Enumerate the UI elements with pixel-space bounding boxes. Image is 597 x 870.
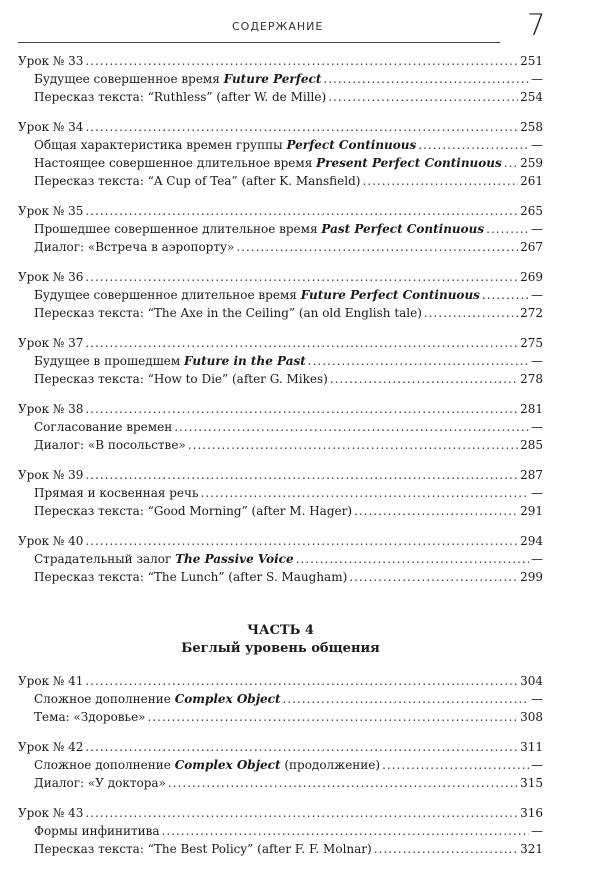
dot-leader xyxy=(201,484,530,502)
grammar-term: The Passive Voice xyxy=(175,552,294,566)
lesson-entry xyxy=(18,334,543,388)
toc-item-text: Будущее в прошедшем xyxy=(34,354,185,368)
toc-item-page: — xyxy=(531,486,543,500)
toc-item-page: — xyxy=(531,138,543,152)
toc-item-label xyxy=(34,756,380,774)
grammar-term: Future Perfect Continuous xyxy=(300,288,480,302)
dot-leader xyxy=(85,334,518,352)
toc-item-label xyxy=(34,70,321,88)
dot-leader xyxy=(283,690,529,708)
toc-item-text: Пересказ текста: “The Lunch” (after S. Maugham) xyxy=(34,570,348,584)
toc-item-row xyxy=(18,70,543,88)
part-number: ЧАСТЬ 4 xyxy=(247,623,314,638)
toc-item-label xyxy=(34,774,166,792)
dot-leader xyxy=(85,738,518,756)
lesson-entry xyxy=(18,532,543,586)
toc-item-label xyxy=(34,436,186,454)
dot-leader xyxy=(504,154,518,172)
toc-item-text: Пересказ текста: “The Axe in the Ceiling” (an old English tale) xyxy=(34,306,422,320)
toc-item-page: — xyxy=(531,692,543,706)
dot-leader xyxy=(85,532,518,550)
toc-item-row xyxy=(18,822,543,840)
grammar-term: Present Perfect Continuous xyxy=(316,156,502,170)
lesson-page: 251 xyxy=(520,54,543,68)
dot-leader xyxy=(85,672,518,690)
lesson-entry xyxy=(18,118,543,190)
lesson-entry xyxy=(18,202,543,256)
dot-leader xyxy=(188,436,518,454)
lesson-page: 265 xyxy=(520,204,543,218)
toc-item-page: 315 xyxy=(520,776,543,790)
lesson-title-row xyxy=(18,738,543,756)
dot-leader xyxy=(85,804,518,822)
lesson-title-row xyxy=(18,466,543,484)
toc-item-label xyxy=(34,568,347,586)
dot-leader xyxy=(349,568,518,586)
toc-item-text: Согласование времен xyxy=(34,420,173,434)
toc-item-row xyxy=(18,756,543,774)
toc-item-page: — xyxy=(531,552,543,566)
dot-leader xyxy=(85,400,518,418)
toc-item-page: — xyxy=(531,288,543,302)
grammar-term: Past Perfect Continuous xyxy=(321,222,485,236)
toc-item-label xyxy=(34,550,294,568)
dot-leader xyxy=(296,550,529,568)
toc-item-label xyxy=(34,136,416,154)
lesson-title-row xyxy=(18,532,543,550)
dot-leader xyxy=(382,756,529,774)
toc-item-row xyxy=(18,172,543,190)
lesson-title: Урок № 40 xyxy=(18,534,84,548)
toc-item-text: Диалог: «В посольстве» xyxy=(34,438,186,452)
dot-leader xyxy=(328,88,518,106)
toc-item-page: 272 xyxy=(520,306,543,320)
lesson-title-row xyxy=(18,400,543,418)
dot-leader xyxy=(174,418,529,436)
toc-item-page: — xyxy=(531,758,543,772)
dot-leader xyxy=(168,774,518,792)
lesson-page: 258 xyxy=(520,120,543,134)
toc-item-page: 321 xyxy=(520,842,543,856)
lesson-title: Урок № 33 xyxy=(18,54,84,68)
toc-item-text: Пересказ текста: “Good Morning” (after M. Hager) xyxy=(34,504,353,518)
toc-item-text: Будущее совершенное длительное время xyxy=(34,288,301,302)
lesson-title: Урок № 37 xyxy=(18,336,84,350)
lesson-title: Урок № 41 xyxy=(18,674,84,688)
grammar-term: Perfect Continuous xyxy=(286,138,417,152)
toc-item-label xyxy=(34,840,372,858)
toc-item-row xyxy=(18,708,543,726)
toc-item-label xyxy=(34,708,146,726)
dot-leader xyxy=(330,370,518,388)
toc-item-label xyxy=(34,370,328,388)
toc-item-row xyxy=(18,436,543,454)
toc-item-text: Сложное дополнение xyxy=(34,692,175,706)
toc-item-text: Пересказ текста: “The Best Policy” (after F. F. Molnar) xyxy=(34,842,372,856)
header-rule xyxy=(18,42,500,43)
dot-leader xyxy=(85,466,518,484)
page-header xyxy=(0,0,597,46)
lesson-entry xyxy=(18,466,543,520)
dot-leader xyxy=(148,708,519,726)
lesson-page: 316 xyxy=(520,806,543,820)
toc-item-page: 285 xyxy=(520,438,543,452)
toc-item-text: Пересказ текста: “How to Die” (after G. Mikes) xyxy=(34,372,328,386)
lesson-group-part-4 xyxy=(18,672,543,858)
lesson-entry xyxy=(18,738,543,792)
grammar-term: Future Perfect xyxy=(223,72,322,86)
lesson-title: Урок № 39 xyxy=(18,468,84,482)
toc-item-label xyxy=(34,352,306,370)
toc-item-label xyxy=(34,172,360,190)
dot-leader xyxy=(323,70,529,88)
toc-item-label xyxy=(34,154,502,172)
toc-item-row xyxy=(18,286,543,304)
toc-item-row xyxy=(18,840,543,858)
dot-leader xyxy=(85,202,518,220)
toc-item-page: 254 xyxy=(520,90,543,104)
lesson-entry xyxy=(18,52,543,106)
dot-leader xyxy=(162,822,530,840)
toc-item-row xyxy=(18,568,543,586)
lesson-title: Урок № 35 xyxy=(18,204,84,218)
dot-leader xyxy=(85,268,518,286)
toc-item-label xyxy=(34,822,160,840)
lesson-title-row xyxy=(18,672,543,690)
table-of-contents xyxy=(18,52,543,870)
toc-item-page: 291 xyxy=(520,504,543,518)
lesson-page: 287 xyxy=(520,468,543,482)
toc-item-page: — xyxy=(531,824,543,838)
toc-item-row xyxy=(18,774,543,792)
dot-leader xyxy=(424,304,518,322)
grammar-term: Complex Object xyxy=(174,758,281,772)
toc-item-page: 267 xyxy=(520,240,543,254)
toc-item-text: Пересказ текста: “A Cup of Tea” (after K. Mansfield) xyxy=(34,174,361,188)
toc-item-label xyxy=(34,304,422,322)
lesson-title: Урок № 38 xyxy=(18,402,84,416)
dot-leader xyxy=(374,840,518,858)
lesson-page: 311 xyxy=(520,740,543,754)
toc-item-text: Прошедшее совершенное длительное время xyxy=(34,222,322,236)
toc-item-text: Общая характеристика времен группы xyxy=(34,138,287,152)
lesson-page: 281 xyxy=(520,402,543,416)
dot-leader xyxy=(486,220,529,238)
toc-item-label xyxy=(34,418,172,436)
lesson-group-part-3 xyxy=(18,52,543,586)
toc-item-suffix: (продолжение) xyxy=(280,758,381,772)
toc-item-text: Страдательный залог xyxy=(34,552,176,566)
toc-item-label xyxy=(34,220,484,238)
toc-item-row xyxy=(18,352,543,370)
toc-item-page: 259 xyxy=(520,156,543,170)
toc-item-row xyxy=(18,238,543,256)
toc-item-page: 261 xyxy=(520,174,543,188)
lesson-entry xyxy=(18,268,543,322)
toc-item-row xyxy=(18,154,543,172)
lesson-page: 275 xyxy=(520,336,543,350)
dot-leader xyxy=(308,352,529,370)
toc-item-row xyxy=(18,484,543,502)
lesson-title-row xyxy=(18,202,543,220)
toc-item-text: Настоящее совершенное длительное время xyxy=(34,156,317,170)
toc-item-text: Сложное дополнение xyxy=(34,758,175,772)
page-number: 7 xyxy=(527,8,546,42)
toc-item-row xyxy=(18,690,543,708)
toc-item-row xyxy=(18,418,543,436)
dot-leader xyxy=(482,286,529,304)
lesson-title-row xyxy=(18,334,543,352)
toc-item-text: Прямая и косвенная речь xyxy=(34,486,199,500)
toc-item-page: — xyxy=(531,420,543,434)
dot-leader xyxy=(85,52,518,70)
toc-item-page: 308 xyxy=(520,710,543,724)
toc-item-label xyxy=(34,502,352,520)
lesson-title: Урок № 43 xyxy=(18,806,84,820)
toc-item-page: — xyxy=(531,222,543,236)
toc-item-page: 299 xyxy=(520,570,543,584)
lesson-page: 304 xyxy=(520,674,543,688)
dot-leader xyxy=(362,172,518,190)
toc-item-page: — xyxy=(531,354,543,368)
toc-item-page: — xyxy=(531,72,543,86)
toc-item-row xyxy=(18,550,543,568)
lesson-title-row xyxy=(18,268,543,286)
dot-leader xyxy=(354,502,518,520)
lesson-title: Урок № 42 xyxy=(18,740,84,754)
lesson-page: 269 xyxy=(520,270,543,284)
lesson-title: Урок № 34 xyxy=(18,120,84,134)
dot-leader xyxy=(236,238,518,256)
dot-leader xyxy=(418,136,529,154)
toc-item-row xyxy=(18,136,543,154)
toc-item-text: Формы инфинитива xyxy=(34,824,160,838)
grammar-term: Complex Object xyxy=(174,692,281,706)
lesson-page: 294 xyxy=(520,534,543,548)
lesson-entry xyxy=(18,804,543,858)
running-head: СОДЕРЖАНИЕ xyxy=(232,20,324,33)
toc-item-row xyxy=(18,304,543,322)
dot-leader xyxy=(85,118,518,136)
lesson-entry xyxy=(18,672,543,726)
grammar-term: Future in the Past xyxy=(184,354,306,368)
toc-item-text: Диалог: «Встреча в аэропорту» xyxy=(34,240,235,254)
toc-item-text: Диалог: «У доктора» xyxy=(34,776,166,790)
toc-item-row xyxy=(18,502,543,520)
toc-item-text: Пересказ текста: “Ruthless” (after W. de Mille) xyxy=(34,90,327,104)
lesson-title-row xyxy=(18,118,543,136)
toc-item-label xyxy=(34,238,234,256)
toc-item-page: 278 xyxy=(520,372,543,386)
toc-item-row xyxy=(18,88,543,106)
part-title: Беглый уровень общения xyxy=(181,641,380,656)
lesson-entry xyxy=(18,400,543,454)
toc-item-text: Тема: «Здоровье» xyxy=(34,710,146,724)
toc-item-text: Будущее совершенное время xyxy=(34,72,224,86)
lesson-title: Урок № 36 xyxy=(18,270,84,284)
toc-item-row xyxy=(18,220,543,238)
toc-item-row xyxy=(18,370,543,388)
lesson-title-row xyxy=(18,52,543,70)
toc-item-label xyxy=(34,484,199,502)
part-heading xyxy=(18,622,543,658)
toc-item-label xyxy=(34,88,326,106)
lesson-title-row xyxy=(18,804,543,822)
toc-item-label xyxy=(34,286,480,304)
toc-item-label xyxy=(34,690,281,708)
